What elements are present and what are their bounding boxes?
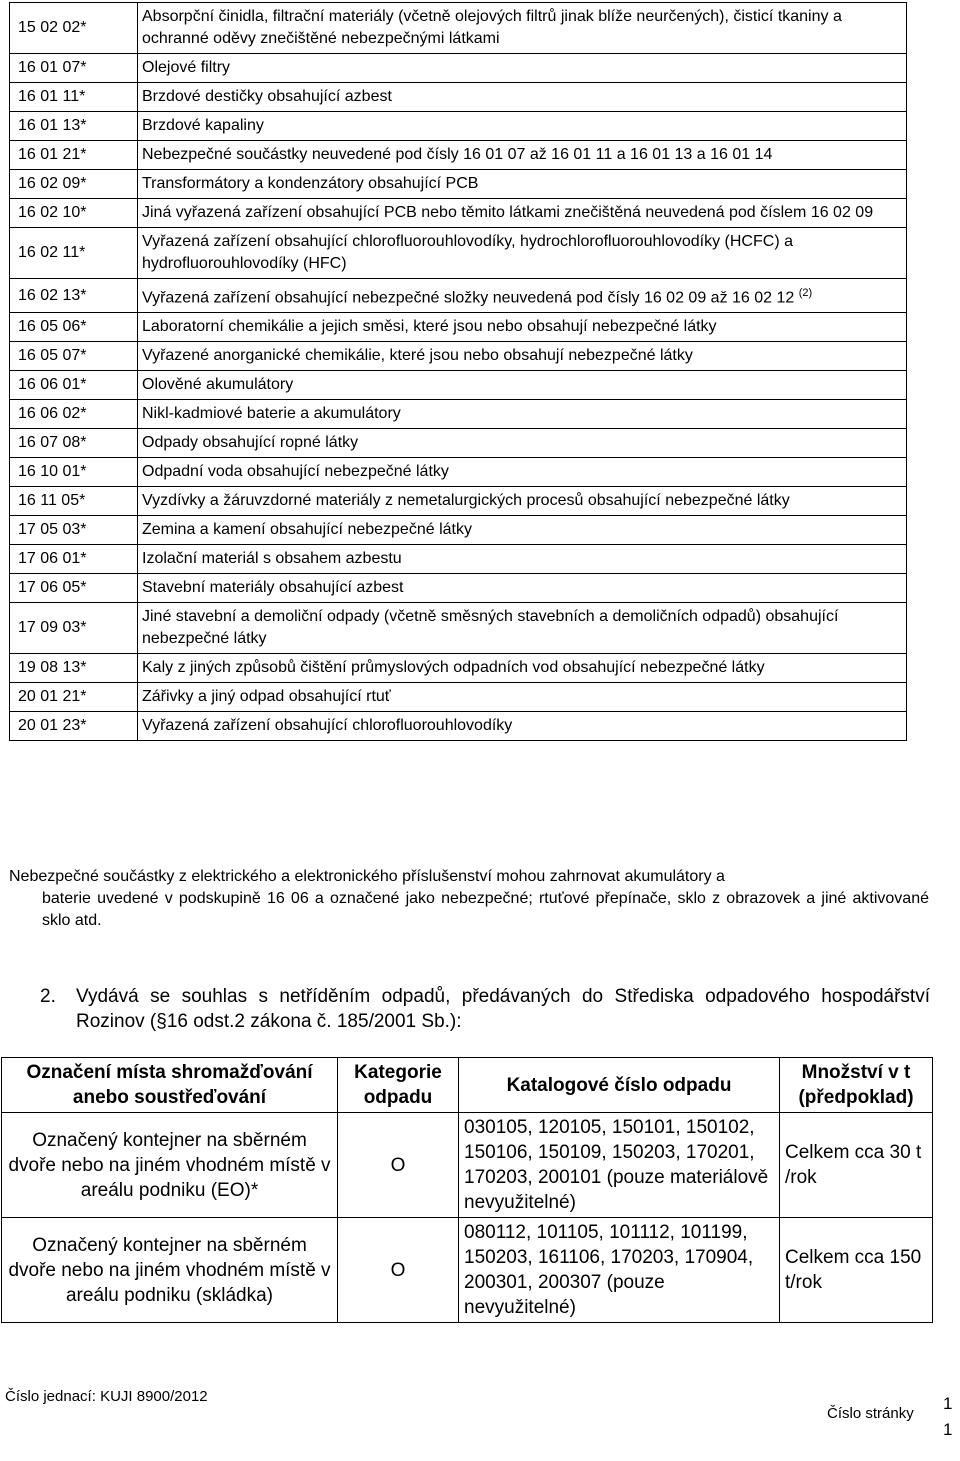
waste-code: 16 02 13* xyxy=(10,279,138,313)
code-row xyxy=(10,170,907,199)
description-text: Olejové filtry xyxy=(142,59,231,76)
description-text: Odpadní voda obsahující nebezpečné látky xyxy=(142,463,449,481)
waste-description xyxy=(138,516,907,545)
waste-code: 17 06 05* xyxy=(10,574,138,603)
code-row xyxy=(10,487,907,516)
waste-description xyxy=(138,487,907,516)
description-text: Kaly z jiných způsobů čištění průmyslových odpadních vod obsahující nebezpečné látky xyxy=(142,659,765,677)
code-row xyxy=(10,654,907,683)
waste-code: 16 01 07* xyxy=(10,54,138,83)
waste-code: 16 10 01* xyxy=(10,458,138,487)
waste-code: 16 02 09* xyxy=(10,170,138,199)
description-text: Stavební materiály obsahující azbest xyxy=(142,579,404,597)
description-text: Transformátory a kondenzátory obsahující PCB xyxy=(142,175,479,192)
header-catalog: Katalogové číslo odpadu xyxy=(459,1058,780,1113)
description-text: Jiná vyřazená zařízení obsahující PCB nebo těmito látkami znečištěná neuvedená pod číslem 16 02 09 xyxy=(142,204,874,221)
waste-description xyxy=(138,83,907,112)
waste-code: 16 06 02* xyxy=(10,400,138,429)
catalog-cell: 080112, 101105, 101112, 101199, 150203, 161106, 170203, 170904, 200301, 200307 (pouze nevyužitelné) xyxy=(459,1218,780,1323)
reference-label: Číslo jednací: xyxy=(5,1388,96,1405)
footnote-first-line: Nebezpečné součástky z elektrického a elektronického příslušenství mohou zahrnovat akumulátory a xyxy=(9,868,725,885)
waste-description xyxy=(138,342,907,371)
waste-code: 16 05 07* xyxy=(10,342,138,371)
code-row xyxy=(10,313,907,342)
waste-code: 16 01 11* xyxy=(10,83,138,112)
waste-code: 20 01 23* xyxy=(10,712,138,741)
description-text: Vyřazená zařízení obsahující nebezpečné složky neuvedená pod čísly 16 02 09 až 16 02 12 xyxy=(142,289,795,307)
description-text: Vyzdívky a žáruvzdorné materiály z nemetalurgických procesů obsahující nebezpečné látky xyxy=(142,492,790,510)
page-label: Číslo stránky xyxy=(827,1405,914,1422)
waste-table-header-row xyxy=(2,1058,933,1113)
code-row xyxy=(10,603,907,654)
waste-code: 16 07 08* xyxy=(10,429,138,458)
waste-description xyxy=(138,574,907,603)
description-text: Laboratorní chemikálie a jejich směsi, které jsou nebo obsahují nebezpečné látky xyxy=(142,318,717,336)
code-row xyxy=(10,83,907,112)
waste-code: 16 05 06* xyxy=(10,313,138,342)
footnote-marker: (2) xyxy=(798,287,813,299)
description-text: Vyřazené anorganické chemikálie, které jsou nebo obsahují nebezpečné látky xyxy=(142,347,693,365)
waste-code: 15 02 02* xyxy=(10,3,138,54)
waste-description xyxy=(138,199,907,228)
waste-code: 17 06 01* xyxy=(10,545,138,574)
waste-description xyxy=(138,170,907,199)
code-row xyxy=(10,112,907,141)
description-text: Vyřazená zařízení obsahující chlorofluorouhlovodíky, hydrochlorofluorouhlovodíky (HCFC) a hydrofluorouhlovodíky (HFC) xyxy=(142,233,793,272)
code-row xyxy=(10,371,907,400)
place-cell: Označený kontejner na sběrném dvoře nebo na jiném vhodném místě v areálu podniku (EO)* xyxy=(2,1113,338,1218)
code-row xyxy=(10,342,907,371)
waste-code: 16 02 10* xyxy=(10,199,138,228)
code-row xyxy=(10,458,907,487)
footnote-continuation: baterie uvedené v podskupině 16 06 a označené jako nebezpečné; rtuťové přepínače, sklo z obrazovek a jiné aktivované sklo atd. xyxy=(42,890,929,929)
description-text: Zemina a kamení obsahující nebezpečné látky xyxy=(142,521,472,539)
waste-description xyxy=(138,228,907,279)
code-row xyxy=(10,279,907,313)
waste-code: 16 01 13* xyxy=(10,112,138,141)
section-2-paragraph xyxy=(40,984,930,1034)
page-number: 1 xyxy=(943,1394,953,1413)
waste-description xyxy=(138,712,907,741)
header-amount: Množství v t (předpoklad) xyxy=(780,1058,933,1113)
waste-description xyxy=(138,313,907,342)
description-text: Brzdové destičky obsahující azbest xyxy=(142,88,392,105)
hazardous-waste-code-table xyxy=(9,2,907,741)
code-row xyxy=(10,3,907,54)
code-row xyxy=(10,228,907,279)
waste-description xyxy=(138,3,907,54)
code-row xyxy=(10,141,907,170)
code-row xyxy=(10,54,907,83)
waste-table-row xyxy=(2,1218,933,1323)
waste-description xyxy=(138,112,907,141)
description-text: Nebezpečné součástky neuvedené pod čísly 16 01 07 až 16 01 11 a 16 01 13 a 16 01 14 xyxy=(142,146,773,163)
code-row xyxy=(10,400,907,429)
waste-code: 16 11 05* xyxy=(10,487,138,516)
waste-code: 20 01 21* xyxy=(10,683,138,712)
waste-description xyxy=(138,279,907,313)
amount-cell: Celkem cca 150 t/rok xyxy=(780,1218,933,1323)
waste-description xyxy=(138,654,907,683)
category-cell: O xyxy=(338,1218,459,1323)
description-text: Nikl-kadmiové baterie a akumulátory xyxy=(142,405,401,423)
amount-cell: Celkem cca 30 t /rok xyxy=(780,1113,933,1218)
waste-description xyxy=(138,54,907,83)
description-text: Jiné stavební a demoliční odpady (včetně směsných stavebních a demoličních odpadů) obsahující nebezpečné látky xyxy=(142,608,839,648)
code-row xyxy=(10,199,907,228)
description-text: Olověné akumulátory xyxy=(142,376,294,394)
waste-description xyxy=(138,400,907,429)
waste-collection-table xyxy=(1,1057,933,1323)
waste-code: 17 05 03* xyxy=(10,516,138,545)
waste-description xyxy=(138,371,907,400)
description-text: Zářivky a jiný odpad obsahující rtuť xyxy=(142,688,391,706)
header-category: Kategorie odpadu xyxy=(338,1058,459,1113)
code-row xyxy=(10,429,907,458)
reference-number xyxy=(5,1388,208,1405)
page-total: 1 xyxy=(943,1420,953,1439)
code-row xyxy=(10,683,907,712)
header-place: Označení místa shromažďování anebo soustřeďování xyxy=(2,1058,338,1113)
waste-description xyxy=(138,683,907,712)
waste-code: 17 09 03* xyxy=(10,603,138,654)
place-cell: Označený kontejner na sběrném dvoře nebo na jiném vhodném místě v areálu podniku (skládka) xyxy=(2,1218,338,1323)
waste-table-row xyxy=(2,1113,933,1218)
reference-value: KUJI 8900/2012 xyxy=(100,1388,208,1405)
description-text: Absorpční činidla, filtrační materiály (včetně olejových filtrů jinak blíže neurčených), čisticí tkaniny a ochranné oděvy znečištěné nebezpečnými látkami xyxy=(142,8,842,47)
category-cell: O xyxy=(338,1113,459,1218)
waste-code: 16 01 21* xyxy=(10,141,138,170)
waste-code: 19 08 13* xyxy=(10,654,138,683)
description-text: Izolační materiál s obsahem azbestu xyxy=(142,550,402,568)
description-text: Brzdové kapaliny xyxy=(142,117,264,134)
catalog-cell: 030105, 120105, 150101, 150102, 150106, 150109, 150203, 170201, 170203, 200101 (pouze materiálově nevyužitelné) xyxy=(459,1113,780,1218)
code-row xyxy=(10,545,907,574)
description-text: Vyřazená zařízení obsahující chlorofluorouhlovodíky xyxy=(142,717,513,735)
code-row xyxy=(10,574,907,603)
waste-description xyxy=(138,429,907,458)
code-row xyxy=(10,712,907,741)
code-row xyxy=(10,516,907,545)
waste-description xyxy=(138,141,907,170)
section-number: 2. xyxy=(40,986,56,1007)
section-text: Vydává se souhlas s netříděním odpadů, předávaných do Střediska odpadového hospodářství Rozinov (§16 odst.2 zákona č. 185/2001 Sb.): xyxy=(76,986,930,1032)
waste-description xyxy=(138,458,907,487)
waste-description xyxy=(138,603,907,654)
description-text: Odpady obsahující ropné látky xyxy=(142,434,359,452)
footnote-hazardous-components xyxy=(9,866,929,932)
waste-description xyxy=(138,545,907,574)
waste-code: 16 02 11* xyxy=(10,228,138,279)
waste-code: 16 06 01* xyxy=(10,371,138,400)
